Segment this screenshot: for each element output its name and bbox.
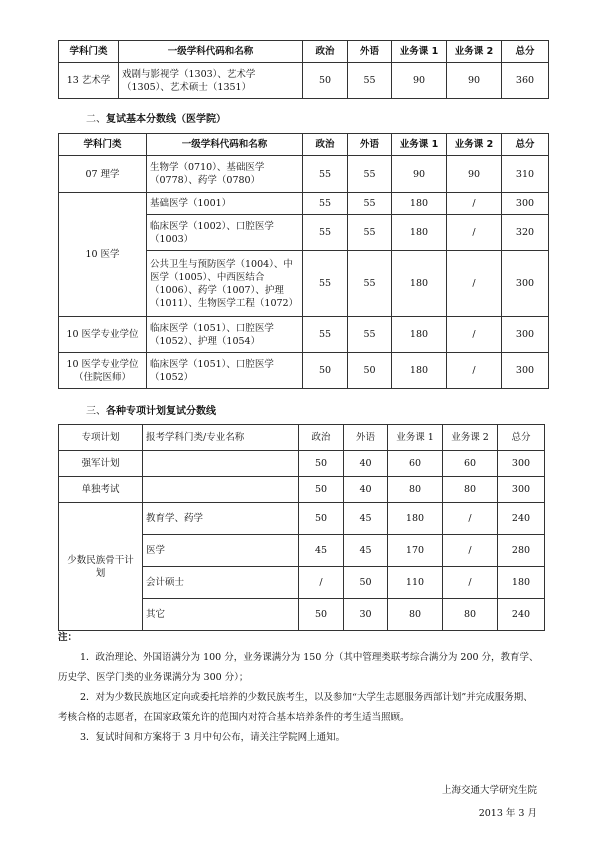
cell-total: 240 xyxy=(498,503,545,535)
cell-course2: / xyxy=(447,215,502,251)
cell-course2: / xyxy=(443,535,498,567)
cell-total: 240 xyxy=(498,599,545,631)
table-row xyxy=(59,451,545,477)
cell-politics: 55 xyxy=(303,251,348,317)
table-row xyxy=(59,353,549,389)
cell-category: 单独考试 xyxy=(59,477,143,503)
cell-total: 280 xyxy=(498,535,545,567)
header-language: 外语 xyxy=(348,41,392,63)
cell-politics: 50 xyxy=(303,353,348,389)
cell-course2: / xyxy=(443,567,498,599)
header-politics: 政治 xyxy=(303,41,348,63)
cell-subject: 基础医学（1001） xyxy=(147,193,303,215)
medical-score-table xyxy=(58,133,549,389)
header-total: 总分 xyxy=(498,425,545,451)
header-subject: 报考学科门类/专业名称 xyxy=(143,425,299,451)
cell-total: 310 xyxy=(502,156,549,193)
cell-language: 55 xyxy=(348,251,392,317)
cell-politics: 50 xyxy=(299,503,344,535)
header-course1: 业务课 1 xyxy=(388,425,443,451)
cell-category: 10 医学专业学位（住院医师） xyxy=(59,353,147,389)
cell-total: 300 xyxy=(498,477,545,503)
cell-course1: 180 xyxy=(392,215,447,251)
header-language: 外语 xyxy=(348,134,392,156)
table-row xyxy=(59,477,545,503)
table-header-row xyxy=(59,425,545,451)
cell-course1: 180 xyxy=(392,193,447,215)
special-plan-score-table xyxy=(58,424,545,631)
cell-subject: 临床医学（1002）、口腔医学（1003） xyxy=(147,215,303,251)
cell-language: 40 xyxy=(344,451,388,477)
cell-total: 300 xyxy=(502,317,549,353)
notes-section xyxy=(58,628,542,748)
section-number: 三、 xyxy=(86,406,106,417)
cell-politics: 50 xyxy=(303,63,348,99)
cell-course2: / xyxy=(447,317,502,353)
header-total: 总分 xyxy=(502,134,549,156)
header-politics: 政治 xyxy=(299,425,344,451)
cell-course2: 80 xyxy=(443,477,498,503)
section-title: 复试基本分数线（医学院） xyxy=(106,114,226,125)
header-course2: 业务课 2 xyxy=(443,425,498,451)
cell-language: 50 xyxy=(344,567,388,599)
cell-total: 320 xyxy=(502,215,549,251)
cell-language: 55 xyxy=(348,215,392,251)
cell-course1: 110 xyxy=(388,567,443,599)
cell-course2: / xyxy=(447,193,502,215)
cell-politics: 50 xyxy=(299,599,344,631)
header-course1: 业务课 1 xyxy=(392,41,447,63)
cell-language: 55 xyxy=(348,317,392,353)
notes-heading: 注： xyxy=(58,632,78,643)
cell-category: 07 理学 xyxy=(59,156,147,193)
cell-subject: 公共卫生与预防医学（1004）、中医学（1005）、中西医结合（1006）、药学（1007）、护理（1011）、生物医学工程（1072） xyxy=(147,251,303,317)
cell-language: 40 xyxy=(344,477,388,503)
cell-language: 55 xyxy=(348,193,392,215)
header-course2: 业务课 2 xyxy=(447,134,502,156)
table-row xyxy=(59,317,549,353)
cell-course1: 80 xyxy=(388,477,443,503)
header-subject: 一级学科代码和名称 xyxy=(147,134,303,156)
art-score-table xyxy=(58,40,549,99)
cell-politics: 55 xyxy=(303,156,348,193)
cell-category: 强军计划 xyxy=(59,451,143,477)
cell-language: 45 xyxy=(344,503,388,535)
table-header-row xyxy=(59,41,549,63)
section-heading-special-plans xyxy=(86,402,216,417)
cell-course2: 80 xyxy=(443,599,498,631)
cell-course1: 90 xyxy=(392,63,447,99)
cell-course1: 180 xyxy=(392,353,447,389)
cell-subject: 教育学、药学 xyxy=(143,503,299,535)
cell-course2: 60 xyxy=(443,451,498,477)
cell-course2: / xyxy=(447,251,502,317)
cell-course2: / xyxy=(443,503,498,535)
header-politics: 政治 xyxy=(303,134,348,156)
cell-subject: 生物学（0710）、基础医学（0778）、药学（0780） xyxy=(147,156,303,193)
cell-course1: 80 xyxy=(388,599,443,631)
note-item: 2．对为少数民族地区定向或委托培养的少数民族考生，以及参加“大学生志愿服务西部计划”并完成服务期、考核合格的志愿者，在国家政策允许的范围内对符合基本培养条件的考生适当照顾。 xyxy=(58,692,533,723)
cell-subject: 会计硕士 xyxy=(143,567,299,599)
section-number: 二、 xyxy=(86,114,106,125)
cell-politics: 50 xyxy=(299,451,344,477)
cell-course2: 90 xyxy=(447,156,502,193)
cell-politics: 45 xyxy=(299,535,344,567)
cell-category: 10 医学 xyxy=(59,193,147,317)
cell-total: 300 xyxy=(502,251,549,317)
cell-language: 45 xyxy=(344,535,388,567)
cell-politics: / xyxy=(299,567,344,599)
section-heading-medical xyxy=(86,110,226,125)
cell-course1: 90 xyxy=(392,156,447,193)
cell-course1: 180 xyxy=(392,317,447,353)
cell-politics: 55 xyxy=(303,215,348,251)
cell-total: 300 xyxy=(502,353,549,389)
cell-language: 50 xyxy=(348,353,392,389)
header-language: 外语 xyxy=(344,425,388,451)
cell-subject: 戏剧与影视学（1303）、艺术学（1305）、艺术硕士（1351） xyxy=(119,63,303,99)
table-header-row xyxy=(59,134,549,156)
cell-total: 300 xyxy=(498,451,545,477)
note-item: 1．政治理论、外国语满分为 100 分，业务课满分为 150 分（其中管理类联考综合满分为 200 分，教育学、历史学、医学门类的业务课满分为 300 分）； xyxy=(58,652,539,683)
cell-total: 360 xyxy=(502,63,549,99)
cell-course2: 90 xyxy=(447,63,502,99)
signature-org: 上海交通大学研究生院 xyxy=(441,785,537,796)
table-row xyxy=(59,156,549,193)
cell-category: 10 医学专业学位 xyxy=(59,317,147,353)
cell-language: 55 xyxy=(348,63,392,99)
section-title: 各种专项计划复试分数线 xyxy=(106,406,216,417)
cell-language: 55 xyxy=(348,156,392,193)
header-category: 学科门类 xyxy=(59,134,147,156)
cell-politics: 55 xyxy=(303,317,348,353)
cell-category: 13 艺术学 xyxy=(59,63,119,99)
cell-subject: 临床医学（1051）、口腔医学（1052） xyxy=(147,353,303,389)
header-subject: 一级学科代码和名称 xyxy=(119,41,303,63)
cell-politics: 55 xyxy=(303,193,348,215)
cell-language: 30 xyxy=(344,599,388,631)
table-row xyxy=(59,63,549,99)
note-item: 3．复试时间和方案将于 3 月中旬公布，请关注学院网上通知。 xyxy=(80,732,346,743)
cell-course1: 180 xyxy=(392,251,447,317)
cell-course1: 170 xyxy=(388,535,443,567)
cell-category: 少数民族骨干计划 xyxy=(59,503,143,631)
cell-subject: 临床医学（1051）、口腔医学（1052）、护理（1054） xyxy=(147,317,303,353)
cell-subject xyxy=(143,451,299,477)
header-category: 学科门类 xyxy=(59,41,119,63)
cell-total: 180 xyxy=(498,567,545,599)
header-course2: 业务课 2 xyxy=(447,41,502,63)
header-course1: 业务课 1 xyxy=(392,134,447,156)
cell-total: 300 xyxy=(502,193,549,215)
header-total: 总分 xyxy=(502,41,549,63)
cell-subject: 医学 xyxy=(143,535,299,567)
cell-politics: 50 xyxy=(299,477,344,503)
cell-subject: 其它 xyxy=(143,599,299,631)
table-row xyxy=(59,193,549,215)
cell-subject xyxy=(143,477,299,503)
cell-course1: 60 xyxy=(388,451,443,477)
header-category: 专项计划 xyxy=(59,425,143,451)
cell-course2: / xyxy=(447,353,502,389)
signature-date: 2013 年 3 月 xyxy=(478,808,537,819)
cell-course1: 180 xyxy=(388,503,443,535)
table-row xyxy=(59,503,545,535)
